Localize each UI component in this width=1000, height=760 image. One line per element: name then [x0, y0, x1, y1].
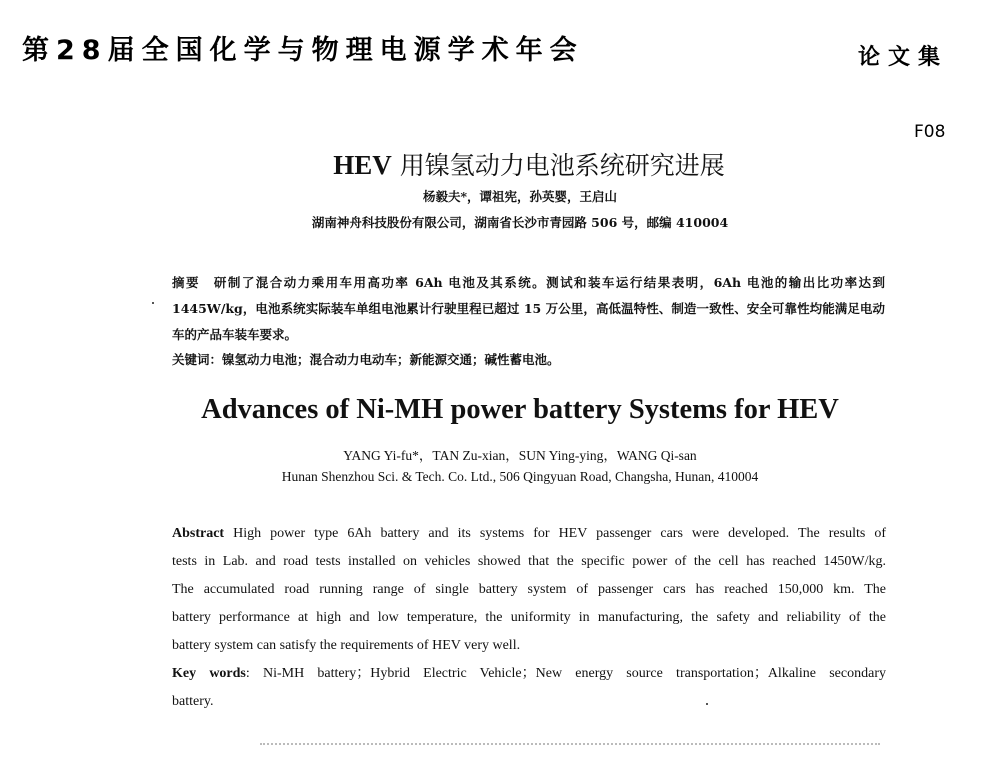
english-abstract-line: Abstract High power type 6Ah battery and its systems for HEV passenger cars were developed. The results of — [172, 526, 886, 541]
scan-speck — [152, 302, 154, 304]
chinese-abstract — [172, 270, 885, 348]
english-abstract-label: Abstract — [172, 526, 225, 541]
chinese-abstract-label: 摘要 — [172, 275, 200, 290]
chinese-abstract-text: 研制了混合动力乘用车用高功率 6Ah 电池及其系统。测试和装车运行结果表明，6Ah 电池的输出比功率达到 1445W/kg，电池系统实际装车单组电池累计行驶里程已超过 15 万公里，高低温特性、制造一致性、安全可靠性均能满足电动车的产品车装车要求。 — [172, 275, 885, 342]
english-keywords-continued: battery. — [172, 694, 214, 709]
chinese-authors: 杨毅夫*，谭祖宪，孙英婴，王启山 — [422, 189, 618, 204]
chinese-affiliation: 湖南神舟科技股份有限公司，湖南省长沙市青园路 506 号，邮编 410004 — [311, 215, 729, 230]
chinese-title-prefix: HEV — [333, 150, 392, 180]
english-keywords-label: Key words — [172, 666, 246, 681]
chinese-title — [0, 146, 1000, 182]
paper-code: F08 — [914, 122, 946, 142]
english-authors: YANG Yi-fu*，TAN Zu-xian，SUN Ying-ying，WANG Qi-san — [343, 448, 697, 463]
english-abstract-line: battery system can satisfy the requirements of HEV very well. — [172, 638, 521, 653]
chinese-keywords-text: 镍氢动力电池；混合动力电动车；新能源交通；碱性蓄电池。 — [222, 352, 560, 367]
chinese-title-text: 用镍氢动力电池系统研究进展 — [391, 151, 725, 180]
english-abstract-line: battery performance at high and low temperature, the uniformity in manufacturing, the safety and reliability of the — [172, 610, 886, 625]
conference-header: 第28届全国化学与物理电源学术年会 — [22, 35, 584, 66]
chinese-keywords-label: 关键词： — [172, 352, 223, 367]
english-abstract-line: The accumulated road running range of single battery system of passenger cars has reached 150,000 km. The — [172, 582, 886, 597]
english-title: Advances of Ni-MH power battery Systems for HEV — [201, 394, 839, 425]
english-keywords-text: : Ni-MH battery；Hybrid Electric Vehicle；New energy source transportation；Alkaline secondary — [245, 666, 886, 681]
english-affiliation: Hunan Shenzhou Sci. & Tech. Co. Ltd., 506 Qingyuan Road, Changsha, Hunan, 410004 — [281, 469, 759, 484]
english-abstract-line: tests in Lab. and road tests installed on vehicles showed that the specific power of the cell has reached 1450W/kg. — [172, 554, 886, 569]
scan-speck — [706, 703, 708, 705]
english-abstract — [172, 520, 886, 716]
collection-header: 论文集 — [857, 44, 948, 70]
chinese-keywords — [172, 350, 560, 368]
cut-off-body-text — [260, 743, 880, 749]
english-keywords — [172, 660, 886, 688]
